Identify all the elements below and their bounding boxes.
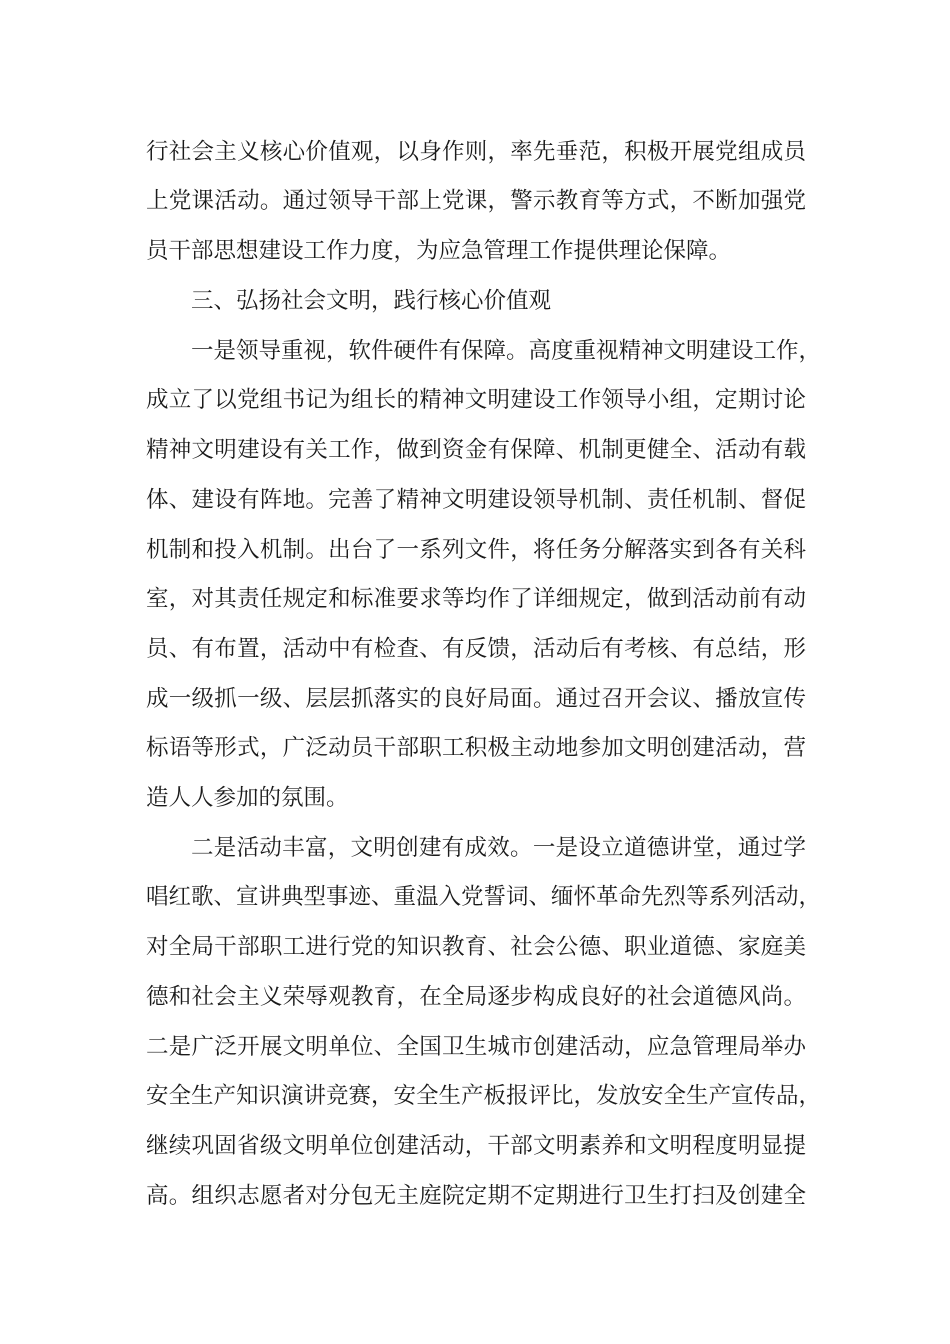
body-text-line: 员、有布置，活动中有检查、有反馈，活动后有考核、有总结，形 <box>146 636 806 662</box>
body-text-line: 德和社会主义荣辱观教育，在全局逐步构成良好的社会道德风尚。 <box>146 984 806 1010</box>
body-text-line: 上党课活动。通过领导干部上党课，警示教育等方式，不断加强党 <box>146 188 806 214</box>
body-text-line: 唱红歌、宣讲典型事迹、重温入党誓词、缅怀革命先烈等系列活动， <box>146 884 822 910</box>
section-heading: 三、弘扬社会文明，践行核心价值观 <box>191 288 552 314</box>
body-text-line: 二是广泛开展文明单位、全国卫生城市创建活动，应急管理局举办 <box>146 1034 806 1060</box>
body-text-line: 高。组织志愿者对分包无主庭院定期不定期进行卫生打扫及创建全 <box>146 1183 806 1209</box>
body-text-line: 室，对其责任规定和标准要求等均作了详细规定，做到活动前有动 <box>146 586 806 612</box>
body-text-line: 精神文明建设有关工作，做到资金有保障、机制更健全、活动有载 <box>146 437 806 463</box>
body-text-line: 体、建设有阵地。完善了精神文明建设领导机制、责任机制、督促 <box>146 487 806 513</box>
paragraph-first-line: 二是活动丰富，文明创建有成效。一是设立道德讲堂，通过学 <box>191 835 806 861</box>
body-text-line: 造人人参加的氛围。 <box>146 785 349 811</box>
body-text-line: 行社会主义核心价值观，以身作则，率先垂范，积极开展党组成员 <box>146 139 806 165</box>
body-text-line: 机制和投入机制。出台了一系列文件，将任务分解落实到各有关科 <box>146 537 806 563</box>
body-text-line: 员干部思想建设工作力度，为应急管理工作提供理论保障。 <box>146 238 732 264</box>
paragraph-first-line: 一是领导重视，软件硬件有保障。高度重视精神文明建设工作， <box>191 338 822 364</box>
body-text-line: 继续巩固省级文明单位创建活动，干部文明素养和文明程度明显提 <box>146 1133 806 1159</box>
body-text-line: 对全局干部职工进行党的知识教育、社会公德、职业道德、家庭美 <box>146 934 806 960</box>
body-text-line: 成立了以党组书记为组长的精神文明建设工作领导小组，定期讨论 <box>146 387 806 413</box>
body-text-line: 安全生产知识演讲竞赛，安全生产板报评比，发放安全生产宣传品， <box>146 1083 822 1109</box>
body-text-line: 成一级抓一级、层层抓落实的良好局面。通过召开会议、播放宣传 <box>146 686 806 712</box>
body-text-line: 标语等形式，广泛动员干部职工积极主动地参加文明创建活动，营 <box>146 735 806 761</box>
